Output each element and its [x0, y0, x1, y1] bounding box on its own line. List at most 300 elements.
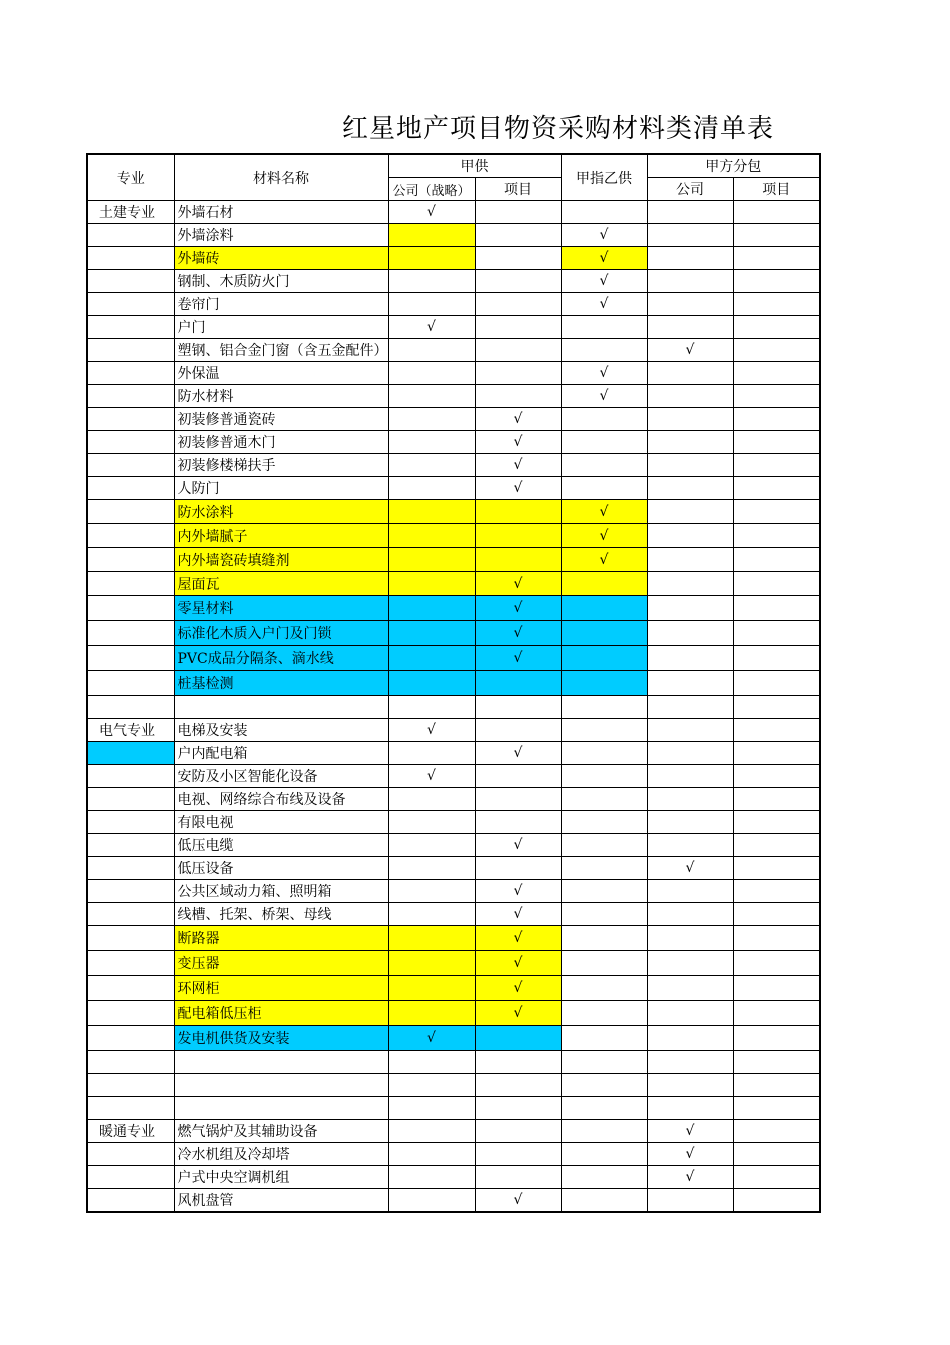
material-name-cell: 卷帘门 [174, 293, 388, 316]
check-cell [388, 1166, 475, 1189]
check-cell [388, 454, 475, 477]
check-cell [561, 903, 647, 926]
specialty-cell: 土建专业 [87, 201, 174, 224]
check-cell [733, 1074, 820, 1097]
check-cell [561, 1074, 647, 1097]
table-row [87, 951, 820, 976]
table-row [87, 880, 820, 903]
check-cell [647, 834, 733, 857]
check-cell [475, 316, 561, 339]
check-cell [647, 201, 733, 224]
check-cell [733, 1051, 820, 1074]
header-designated-supply: 甲指乙供 [561, 154, 647, 201]
check-cell [647, 926, 733, 951]
check-cell [561, 596, 647, 621]
material-name-cell: 断路器 [174, 926, 388, 951]
table-row [87, 1120, 820, 1143]
specialty-cell [87, 316, 174, 339]
check-cell [647, 1001, 733, 1026]
check-cell [733, 765, 820, 788]
specialty-cell [87, 548, 174, 572]
check-cell [647, 477, 733, 500]
header-party-a-subcontract: 甲方分包 [647, 154, 820, 178]
table-row [87, 621, 820, 646]
check-cell [733, 834, 820, 857]
check-cell [561, 646, 647, 671]
material-name-cell [174, 1051, 388, 1074]
check-cell: √ [475, 742, 561, 765]
specialty-cell [87, 224, 174, 247]
material-name-cell: 发电机供货及安装 [174, 1026, 388, 1051]
check-cell [647, 719, 733, 742]
specialty-cell [87, 1189, 174, 1213]
table-row [87, 1166, 820, 1189]
check-cell [647, 454, 733, 477]
check-cell [475, 201, 561, 224]
check-cell: √ [647, 339, 733, 362]
specialty-cell [87, 431, 174, 454]
check-cell [561, 431, 647, 454]
specialty-cell [87, 621, 174, 646]
check-cell [733, 572, 820, 596]
check-cell [561, 951, 647, 976]
header-company-strategic: 公司（战略） [388, 178, 475, 201]
check-cell [647, 1189, 733, 1213]
check-cell [733, 247, 820, 270]
specialty-cell: 暖通专业 [87, 1120, 174, 1143]
check-cell [475, 524, 561, 548]
material-name-cell: 变压器 [174, 951, 388, 976]
check-cell [647, 880, 733, 903]
check-cell [733, 951, 820, 976]
check-cell: √ [561, 270, 647, 293]
check-cell [733, 1026, 820, 1051]
table-row [87, 646, 820, 671]
table-row [87, 362, 820, 385]
check-cell [647, 646, 733, 671]
check-cell [388, 362, 475, 385]
check-cell [561, 857, 647, 880]
material-name-cell [174, 696, 388, 719]
header-specialty: 专业 [87, 154, 174, 201]
check-cell [561, 1189, 647, 1213]
specialty-cell [87, 524, 174, 548]
check-cell [647, 976, 733, 1001]
check-cell: √ [647, 857, 733, 880]
check-cell [647, 385, 733, 408]
check-cell [733, 926, 820, 951]
table-row [87, 719, 820, 742]
table-row [87, 1143, 820, 1166]
check-cell: √ [561, 385, 647, 408]
check-cell [388, 339, 475, 362]
material-name-cell: 内外墙瓷砖填缝剂 [174, 548, 388, 572]
check-cell [388, 1074, 475, 1097]
check-cell: √ [561, 500, 647, 524]
check-cell [388, 671, 475, 696]
check-cell [733, 1097, 820, 1120]
material-name-cell: 零星材料 [174, 596, 388, 621]
material-name-cell: 户门 [174, 316, 388, 339]
check-cell [388, 742, 475, 765]
check-cell [561, 976, 647, 1001]
material-name-cell: 初装修楼梯扶手 [174, 454, 388, 477]
material-name-cell [174, 1074, 388, 1097]
check-cell [647, 1051, 733, 1074]
check-cell [561, 765, 647, 788]
specialty-cell [87, 1001, 174, 1026]
table-row [87, 524, 820, 548]
specialty-cell [87, 247, 174, 270]
check-cell [388, 1120, 475, 1143]
check-cell [388, 926, 475, 951]
material-name-cell: 人防门 [174, 477, 388, 500]
check-cell [647, 1026, 733, 1051]
material-name-cell: 防水涂料 [174, 500, 388, 524]
check-cell [733, 857, 820, 880]
check-cell [561, 696, 647, 719]
check-cell [388, 500, 475, 524]
specialty-cell [87, 926, 174, 951]
check-cell [475, 1143, 561, 1166]
check-cell [733, 339, 820, 362]
header-project: 项目 [475, 178, 561, 201]
specialty-cell [87, 765, 174, 788]
check-cell [475, 788, 561, 811]
check-cell: √ [647, 1166, 733, 1189]
check-cell [561, 719, 647, 742]
table-row [87, 339, 820, 362]
check-cell [647, 500, 733, 524]
check-cell [647, 742, 733, 765]
check-cell [733, 500, 820, 524]
check-cell [388, 880, 475, 903]
check-cell [388, 834, 475, 857]
check-cell [388, 431, 475, 454]
check-cell [388, 1001, 475, 1026]
check-cell [733, 646, 820, 671]
check-cell [388, 1143, 475, 1166]
check-cell [733, 976, 820, 1001]
check-cell [647, 696, 733, 719]
check-cell: √ [475, 903, 561, 926]
check-cell [561, 408, 647, 431]
check-cell: √ [475, 596, 561, 621]
check-cell [475, 270, 561, 293]
material-name-cell: 外墙石材 [174, 201, 388, 224]
check-cell [388, 224, 475, 247]
check-cell [388, 293, 475, 316]
check-cell [388, 524, 475, 548]
specialty-cell [87, 1074, 174, 1097]
table-row [87, 1051, 820, 1074]
check-cell [475, 293, 561, 316]
check-cell [733, 596, 820, 621]
table-row [87, 548, 820, 572]
check-cell [475, 1026, 561, 1051]
check-cell: √ [647, 1120, 733, 1143]
specialty-cell [87, 976, 174, 1001]
specialty-cell [87, 834, 174, 857]
check-cell [388, 621, 475, 646]
check-cell [733, 696, 820, 719]
check-cell [733, 270, 820, 293]
material-name-cell: 塑钢、铝合金门窗（含五金配件） [174, 339, 388, 362]
table-row [87, 1001, 820, 1026]
check-cell [561, 1143, 647, 1166]
check-cell [647, 524, 733, 548]
check-cell [475, 719, 561, 742]
specialty-cell [87, 339, 174, 362]
check-cell: √ [388, 765, 475, 788]
specialty-cell [87, 742, 174, 765]
material-name-cell: 屋面瓦 [174, 572, 388, 596]
table-row [87, 224, 820, 247]
table-row [87, 247, 820, 270]
check-cell: √ [561, 247, 647, 270]
check-cell [733, 1143, 820, 1166]
check-cell [388, 247, 475, 270]
check-cell: √ [561, 524, 647, 548]
check-cell: √ [561, 362, 647, 385]
check-cell [733, 1001, 820, 1026]
material-name-cell: 标准化木质入户门及门锁 [174, 621, 388, 646]
check-cell [388, 903, 475, 926]
table-row [87, 500, 820, 524]
specialty-cell [87, 572, 174, 596]
table-row [87, 293, 820, 316]
specialty-cell [87, 788, 174, 811]
table-body [87, 201, 820, 1213]
material-name-cell: 外墙砖 [174, 247, 388, 270]
check-cell [647, 951, 733, 976]
check-cell: √ [475, 646, 561, 671]
check-cell [647, 788, 733, 811]
table-row [87, 385, 820, 408]
check-cell: √ [475, 834, 561, 857]
check-cell: √ [388, 201, 475, 224]
table-row [87, 408, 820, 431]
check-cell [388, 976, 475, 1001]
check-cell: √ [561, 293, 647, 316]
table-row [87, 477, 820, 500]
check-cell: √ [647, 1143, 733, 1166]
check-cell [733, 454, 820, 477]
check-cell [733, 621, 820, 646]
check-cell [647, 596, 733, 621]
material-name-cell: PVC成品分隔条、滴水线 [174, 646, 388, 671]
check-cell [561, 834, 647, 857]
check-cell [475, 247, 561, 270]
check-cell [475, 500, 561, 524]
table-row [87, 572, 820, 596]
check-cell [561, 1097, 647, 1120]
material-name-cell: 安防及小区智能化设备 [174, 765, 388, 788]
check-cell [733, 742, 820, 765]
check-cell [475, 765, 561, 788]
material-name-cell: 风机盘管 [174, 1189, 388, 1213]
check-cell [733, 362, 820, 385]
check-cell [561, 880, 647, 903]
check-cell [475, 1074, 561, 1097]
check-cell [733, 1120, 820, 1143]
check-cell [561, 454, 647, 477]
specialty-cell [87, 500, 174, 524]
check-cell [733, 1166, 820, 1189]
check-cell [647, 671, 733, 696]
material-name-cell: 线槽、托架、桥架、母线 [174, 903, 388, 926]
check-cell [475, 1051, 561, 1074]
material-name-cell: 内外墙腻子 [174, 524, 388, 548]
check-cell: √ [475, 477, 561, 500]
check-cell [733, 671, 820, 696]
check-cell [647, 903, 733, 926]
check-cell: √ [475, 976, 561, 1001]
material-name-cell: 低压设备 [174, 857, 388, 880]
specialty-cell [87, 1097, 174, 1120]
check-cell [647, 1097, 733, 1120]
table-row [87, 431, 820, 454]
material-name-cell: 电视、网络综合布线及设备 [174, 788, 388, 811]
check-cell [647, 621, 733, 646]
check-cell [647, 293, 733, 316]
table-row [87, 765, 820, 788]
header-company: 公司 [647, 178, 733, 201]
check-cell [733, 880, 820, 903]
check-cell [388, 811, 475, 834]
header-material-name: 材料名称 [174, 154, 388, 201]
check-cell [647, 431, 733, 454]
material-name-cell: 户式中央空调机组 [174, 1166, 388, 1189]
check-cell: √ [475, 621, 561, 646]
specialty-cell [87, 811, 174, 834]
material-name-cell: 有限电视 [174, 811, 388, 834]
check-cell [647, 1074, 733, 1097]
check-cell [561, 339, 647, 362]
specialty-cell: 电气专业 [87, 719, 174, 742]
check-cell [475, 857, 561, 880]
table-row [87, 811, 820, 834]
check-cell [647, 270, 733, 293]
check-cell: √ [475, 1189, 561, 1213]
check-cell [388, 951, 475, 976]
check-cell [647, 811, 733, 834]
table-row [87, 903, 820, 926]
check-cell [561, 788, 647, 811]
check-cell [647, 247, 733, 270]
check-cell [561, 201, 647, 224]
material-name-cell: 初装修普通木门 [174, 431, 388, 454]
material-name-cell: 外墙涂料 [174, 224, 388, 247]
check-cell [561, 811, 647, 834]
check-cell [388, 788, 475, 811]
check-cell [733, 548, 820, 572]
check-cell [733, 788, 820, 811]
material-name-cell: 外保温 [174, 362, 388, 385]
specialty-cell [87, 385, 174, 408]
check-cell [561, 477, 647, 500]
check-cell [561, 1026, 647, 1051]
check-cell [561, 671, 647, 696]
specialty-cell [87, 596, 174, 621]
check-cell [388, 646, 475, 671]
specialty-cell [87, 1166, 174, 1189]
check-cell [475, 811, 561, 834]
check-cell: √ [561, 224, 647, 247]
check-cell [647, 316, 733, 339]
material-table [86, 153, 821, 1213]
material-name-cell: 桩基检测 [174, 671, 388, 696]
check-cell [733, 1189, 820, 1213]
check-cell [561, 742, 647, 765]
material-name-cell: 户内配电箱 [174, 742, 388, 765]
check-cell [647, 224, 733, 247]
table-row [87, 596, 820, 621]
check-cell [388, 1189, 475, 1213]
material-name-cell: 钢制、木质防火门 [174, 270, 388, 293]
specialty-cell [87, 671, 174, 696]
specialty-cell [87, 362, 174, 385]
check-cell: √ [475, 431, 561, 454]
specialty-cell [87, 646, 174, 671]
check-cell [647, 765, 733, 788]
check-cell [388, 596, 475, 621]
check-cell: √ [388, 719, 475, 742]
check-cell [561, 316, 647, 339]
check-cell [733, 431, 820, 454]
check-cell [561, 1120, 647, 1143]
check-cell [388, 477, 475, 500]
table-row [87, 671, 820, 696]
check-cell [733, 811, 820, 834]
material-name-cell: 环网柜 [174, 976, 388, 1001]
check-cell [388, 696, 475, 719]
check-cell [733, 293, 820, 316]
check-cell: √ [388, 316, 475, 339]
check-cell: √ [475, 880, 561, 903]
table-row [87, 1074, 820, 1097]
check-cell [647, 548, 733, 572]
table-row [87, 1097, 820, 1120]
check-cell [475, 1120, 561, 1143]
check-cell: √ [475, 454, 561, 477]
check-cell [475, 696, 561, 719]
specialty-cell [87, 951, 174, 976]
check-cell [733, 477, 820, 500]
specialty-cell [87, 1051, 174, 1074]
table-row [87, 1026, 820, 1051]
check-cell: √ [475, 408, 561, 431]
check-cell [733, 719, 820, 742]
check-cell [475, 385, 561, 408]
material-name-cell: 防水材料 [174, 385, 388, 408]
check-cell [388, 1097, 475, 1120]
specialty-cell [87, 408, 174, 431]
specialty-cell [87, 477, 174, 500]
check-cell [733, 224, 820, 247]
specialty-cell [87, 454, 174, 477]
specialty-cell [87, 857, 174, 880]
table-row [87, 976, 820, 1001]
check-cell [475, 362, 561, 385]
header-party-a-supply: 甲供 [388, 154, 561, 178]
check-cell [388, 385, 475, 408]
check-cell [733, 316, 820, 339]
check-cell [388, 572, 475, 596]
material-name-cell [174, 1097, 388, 1120]
table-row [87, 270, 820, 293]
check-cell: √ [388, 1026, 475, 1051]
